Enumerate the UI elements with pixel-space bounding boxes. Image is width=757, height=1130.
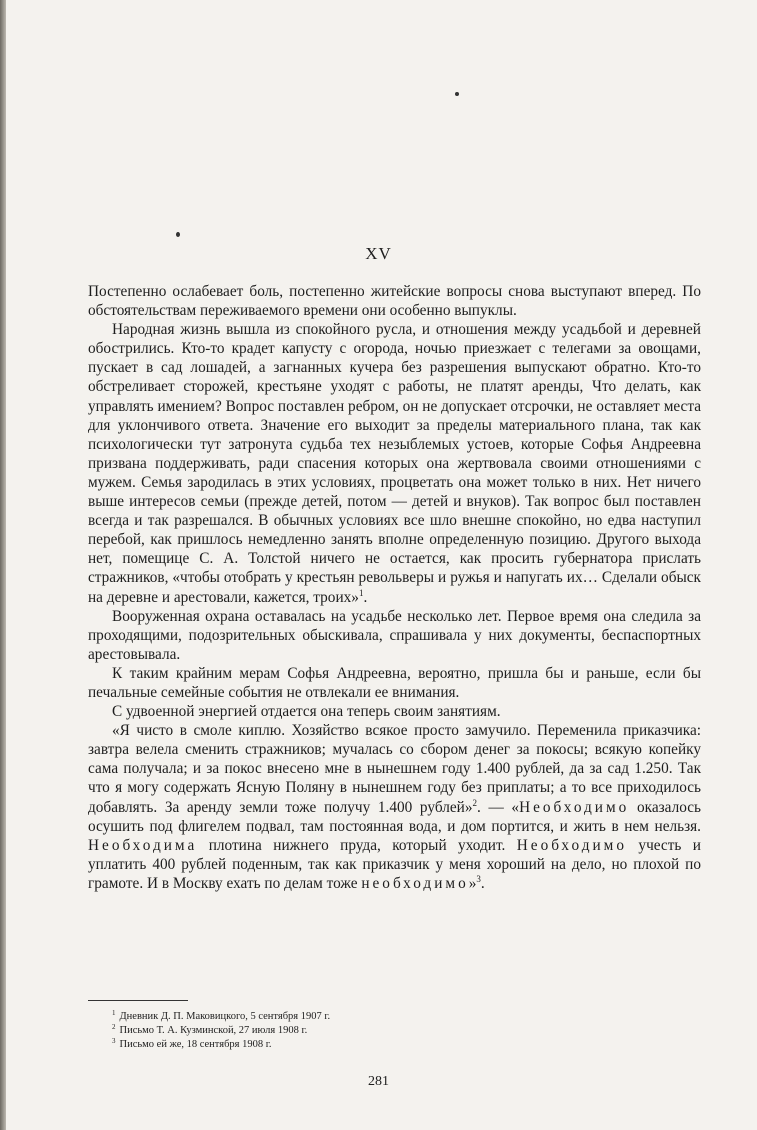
quote-paragraph [88,721,701,893]
footnote-text: Дневник Д. П. Маковицкого, 5 сентября 1907 г. [119,1011,331,1022]
footnote [112,1024,672,1038]
footnote-number: 3 [112,1036,116,1045]
footnote [112,1038,672,1052]
scan-speck [455,92,459,96]
footnote-divider [88,1000,188,1001]
scan-speck [176,232,180,237]
quote-text: . [480,874,485,892]
footnote-ref: 3 [476,873,481,884]
footnote-ref: 1 [358,587,364,598]
footnote-text: Письмо Т. А. Кузминской, 27 июля 1908 г. [119,1025,308,1036]
footnotes [112,1010,672,1052]
spaced-word: Необходимо [519,798,630,816]
footnote-number: 2 [112,1022,116,1031]
paragraph: К таким крайним мерам Софья Андреевна, вероятно, пришла бы и раньше, если бы печальные семейные события не отвлекали ее внимания. [88,664,701,701]
quote-text: плотина нижнего пруда, который уходит. [197,836,517,854]
paragraph-text: Народная жизнь вышла из спокойного русла, и отношения между усадьбой и деревней обострились. Кто-то крадет капусту с огорода, ночью приезжает с телегами за овощами, пускает в сад лошадей, а загнанных кучера без разрешения выпускают обратно. Кто-то обстреливает сторожей, крестьяне уходят с работы, не платят аренды, Что делать, как управлять имением? Вопрос поставлен ребром, он не допускает отсрочки, не оставляет места для уклончивого ответа. Значение его выходит за пределы материального плана, так как психологически тут затронута судьба тех незыблемых устоев, которые Софья Андреевна призвана поддерживать, ради спасения которых она жертвовала своими отношениями с мужем. Семья зародилась в этих условиях, процветать она может только в них. Нет ничего выше интересов семьи (прежде детей, потом — детей и внуков). Так вопрос был поставлен всегда и так разрешался. В обычных условиях все шло внешне спокойно, но едва наступил перебой, как пришлось немедленно занять вполне определенную позицию. Другого выхода нет, помещице С. А. Толстой ничего не остается, как просить губернатора прислать стражников, «чтобы отобрать у крестьян револьверы и ружья и напугать их… Сделали обыск на деревне и арестовали, кажется, троих» [88,321,701,606]
page-number: 281 [368,1074,389,1089]
spaced-word: необходимо [361,874,469,892]
quote-text: учесть и уплатить 400 рублей поденным, так как приказчик у меня хороший на дело, но плохой по грамоте. И в Москву ехать по делам тоже [88,836,701,892]
paragraph: С удвоенной энергией отдается она теперь своим занятиям. [112,703,501,721]
spaced-word: Необходимо [516,836,627,854]
body-text [88,282,701,893]
paragraph: Вооруженная охрана оставалась на усадьбе несколько лет. Первое время она следила за проходящими, подозрительных обыскивала, спрашивала у них документы, беспаспортных арестовывала. [88,607,701,663]
quote-text: оказалось осушить под флигелем подвал, там постоянная вода, и дом портится, и жить в нем нельзя. [88,798,702,835]
quote-text: . — « [476,798,520,816]
scan-edge-shadow [0,0,6,1130]
footnote-text: Письмо ей же, 18 сентября 1908 г. [119,1039,272,1050]
footnote [112,1010,672,1024]
paragraph: Народная жизнь вышла из спокойного русла, и отношения между усадьбой и деревней обострились. Кто-то крадет капусту с огорода, ночью приезжает с телегами за овощами, пускает в сад лошадей, а загнанных кучера без разрешения выпускают обратно. Кто-то обстреливает сторожей, крестьяне уходят с работы, не платят аренды, Что делать, как управлять имением? Вопрос поставлен ребром, он не допускает отсрочки, не оставляет места для уклончивого ответа. Значение его выходит за пределы материального плана, так как психологически тут затронута судьба тех незыблемых устоев, которые Софья Андреевна призвана поддерживать, ради спасения которых она жертвовала своими отношениями с мужем. Семья зародилась в этих условиях, процветать она может только в них. Нет ничего выше интересов семьи (прежде детей, потом — детей и внуков). Так вопрос был поставлен всегда и так разрешался. В обычных условиях все шло внешне спокойно, но едва наступил перебой, как пришлось немедленно занять вполне определенную позицию. Другого выхода нет, помещице С. А. Толстой ничего не остается, как просить губернатора прислать стражников, «чтобы отобрать у крестьян револьверы и ружья и напугать их… Сделали обыск на деревне и арестовали, кажется, троих»$^1$. [88,321,701,606]
chapter-heading: XV [365,244,392,263]
footnote-number: 1 [112,1008,116,1017]
quote-text: » [468,874,477,892]
quote-text: «Я чисто в смоле киплю. Хозяйство всякое просто замучило. Переменила приказчика: завтра велела сменить стражников; мучалась со сбором денег за покосы; всякую копейку сама получала; и за покос внесено мне в нынешнем году 1.400 рублей, да за сад 1.250. Так что я могу содержать Ясную Поляну в нынешнем году без приплаты; а то все приходилось добавлять. За аренду земли тоже получу 1.400 рублей» [88,722,701,816]
paragraph: Постепенно ослабевает боль, постепенно житейские вопросы снова выступают вперед. По обстоятельствам переживаемого времени они особенно выпуклы. [88,283,701,320]
footnote-ref: 2 [472,797,477,808]
spaced-word: Необходима [88,836,198,854]
